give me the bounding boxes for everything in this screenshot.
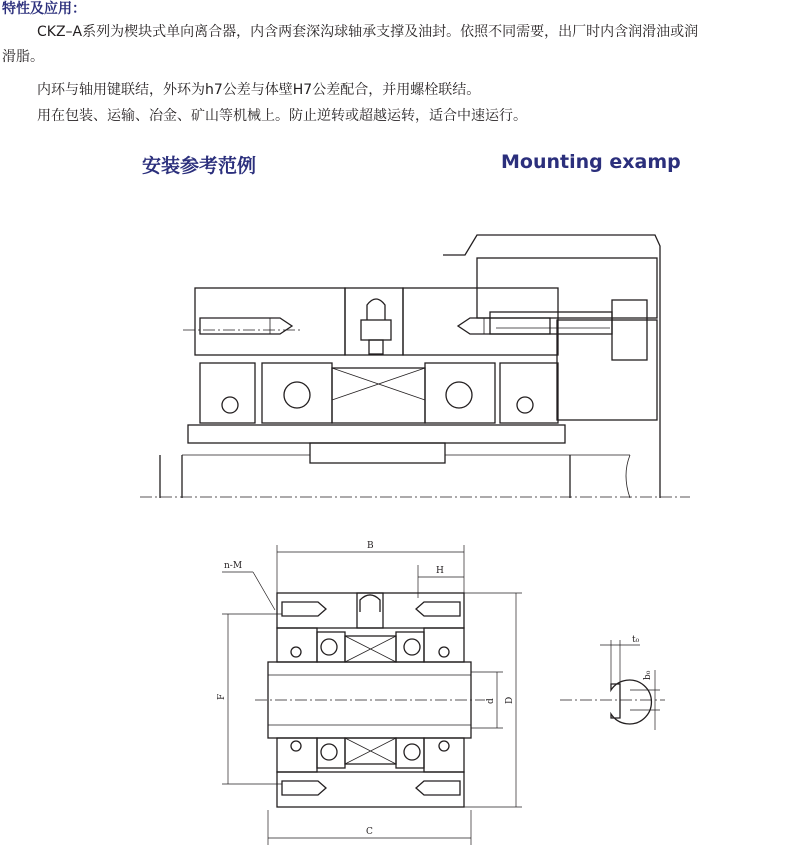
- paragraph-line-3: 内环与轴用键联结，外环为h7公差与体壁H7公差配合，并用螺栓联结。: [37, 82, 481, 98]
- dim-label-n-M: n-M: [224, 561, 243, 571]
- dim-label-C: C: [366, 827, 373, 837]
- section-heading: 特性及应用：: [2, 1, 86, 17]
- dim-label-H: H: [436, 566, 444, 576]
- dim-label-B: B: [367, 541, 374, 551]
- dim-label-b0: b₀: [643, 670, 653, 680]
- dim-label-d: d: [486, 698, 496, 704]
- paragraph-line-4: 用在包装、运输、冶金、矿山等机械上。防止逆转或超越运转，适合中速运行。: [37, 108, 527, 124]
- dim-label-D: D: [505, 696, 515, 704]
- mounting-example-drawing: [140, 235, 690, 498]
- caption-english: Mounting examp: [501, 151, 681, 173]
- paragraph-line-2: 滑脂。: [2, 49, 44, 65]
- caption-chinese: 安装参考范例: [142, 155, 257, 177]
- keyway-detail: [560, 640, 665, 730]
- dimension-drawing: [222, 545, 522, 845]
- paragraph-line-1: CKZ–A系列为楔块式单向离合器，内含两套深沟球轴承支撑及油封。依照不同需要，出厂时内含润滑油或润: [37, 24, 699, 40]
- dim-label-F: F: [217, 693, 227, 700]
- dim-label-t0: t₀: [632, 635, 640, 645]
